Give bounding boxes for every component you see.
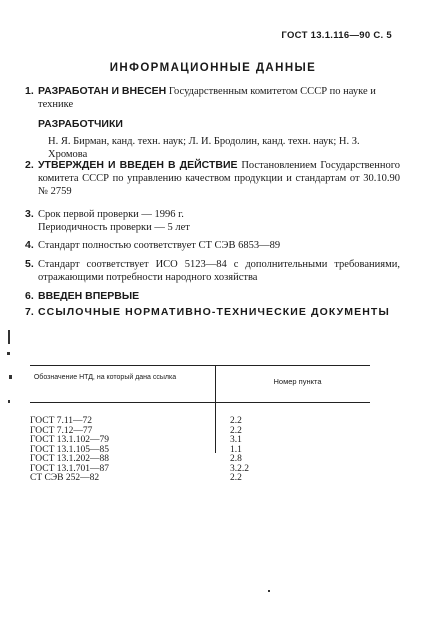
section-2 — [25, 159, 400, 198]
table-cell-item: 2.8 — [230, 454, 242, 464]
section-6 — [25, 290, 400, 303]
section-6-lead: ВВЕДЕН ВПЕРВЫЕ — [38, 290, 140, 302]
section-6-number: 6. — [25, 290, 34, 302]
page-speck — [268, 590, 270, 592]
developers-heading: РАЗРАБОТЧИКИ — [38, 118, 123, 130]
table-cell-document: ГОСТ 7.12—77 — [30, 425, 93, 436]
section-3-line-2: Периодичность проверки — 5 лет — [38, 222, 190, 233]
section-1-number: 1. — [25, 85, 34, 97]
section-4-text: Стандарт полностью соответствует СТ СЭВ 6853—89 — [38, 240, 281, 251]
section-4 — [25, 239, 400, 252]
section-1-text: Государственным комитетом СССР по науке и технике — [38, 86, 376, 110]
section-5-text: Стандарт соответствует ИСО 5123—84 с дополнительными требованиями, отражающими потребности народного хозяйства — [38, 259, 400, 283]
section-2-text: Постановлением Государственного комитета СССР по управлению качеством продукции и стандартам от 30.10.90 № 2759 — [38, 160, 400, 197]
table-cell-document: ГОСТ 7.11—72 — [30, 416, 93, 426]
margin-mark — [7, 352, 10, 355]
section-3-number: 3. — [25, 208, 34, 220]
table-cell-item: 2.2 — [230, 425, 242, 436]
table-body — [30, 417, 370, 484]
section-7-number: 7. — [25, 306, 34, 318]
developers-names: Н. Я. Бирман, канд. техн. наук; Л. И. Бродолин, канд. техн. наук; Н. З. Хромова — [48, 136, 360, 160]
section-5 — [25, 258, 400, 284]
table-cell-document: СТ СЭВ 252—82 — [30, 473, 100, 483]
section-3 — [25, 208, 400, 234]
table-cell-document: ГОСТ 13.1.202—88 — [30, 454, 109, 464]
document-title: ИНФОРМАЦИОННЫЕ ДАННЫЕ — [109, 62, 317, 74]
section-7 — [25, 306, 398, 319]
section-2-lead: УТВЕРЖДЕН И ВВЕДЕН В ДЕЙСТВИЕ — [38, 159, 238, 171]
table-cell-document: ГОСТ 13.1.701—87 — [30, 463, 109, 474]
developers-block — [38, 118, 400, 161]
section-2-number: 2. — [25, 159, 34, 171]
table-header — [30, 366, 370, 403]
section-4-number: 4. — [25, 239, 34, 251]
table-cell-item: 1.1 — [230, 444, 242, 455]
table-cell-item: 3.1 — [230, 435, 242, 445]
margin-mark — [8, 330, 10, 344]
table-header-document: Обозначение НТД, на который дана ссылка — [33, 374, 177, 381]
table-header-item: Номер пункта — [273, 377, 322, 386]
section-5-number: 5. — [25, 258, 34, 270]
section-1-lead: РАЗРАБОТАН И ВНЕСЕН — [38, 85, 167, 97]
section-1 — [25, 85, 400, 111]
table-cell-item: 2.2 — [230, 473, 242, 483]
section-7-lead: ССЫЛОЧНЫЕ НОРМАТИВНО-ТЕХНИЧЕСКИЕ ДОКУМЕНТЫ — [38, 306, 390, 318]
table-cell-document: ГОСТ 13.1.105—85 — [30, 444, 109, 455]
table-cell-item: 2.2 — [230, 416, 242, 426]
margin-mark — [9, 375, 12, 379]
section-3-line-1: Срок первой проверки — 1996 г. — [38, 209, 184, 220]
margin-mark — [8, 400, 10, 403]
table-cell-document: ГОСТ 13.1.102—79 — [30, 435, 109, 445]
table-cell-item: 3.2.2 — [230, 463, 249, 474]
page-header-code: ГОСТ 13.1.116—90 С. 5 — [281, 30, 392, 41]
table-row — [30, 474, 370, 484]
references-table — [30, 365, 370, 483]
